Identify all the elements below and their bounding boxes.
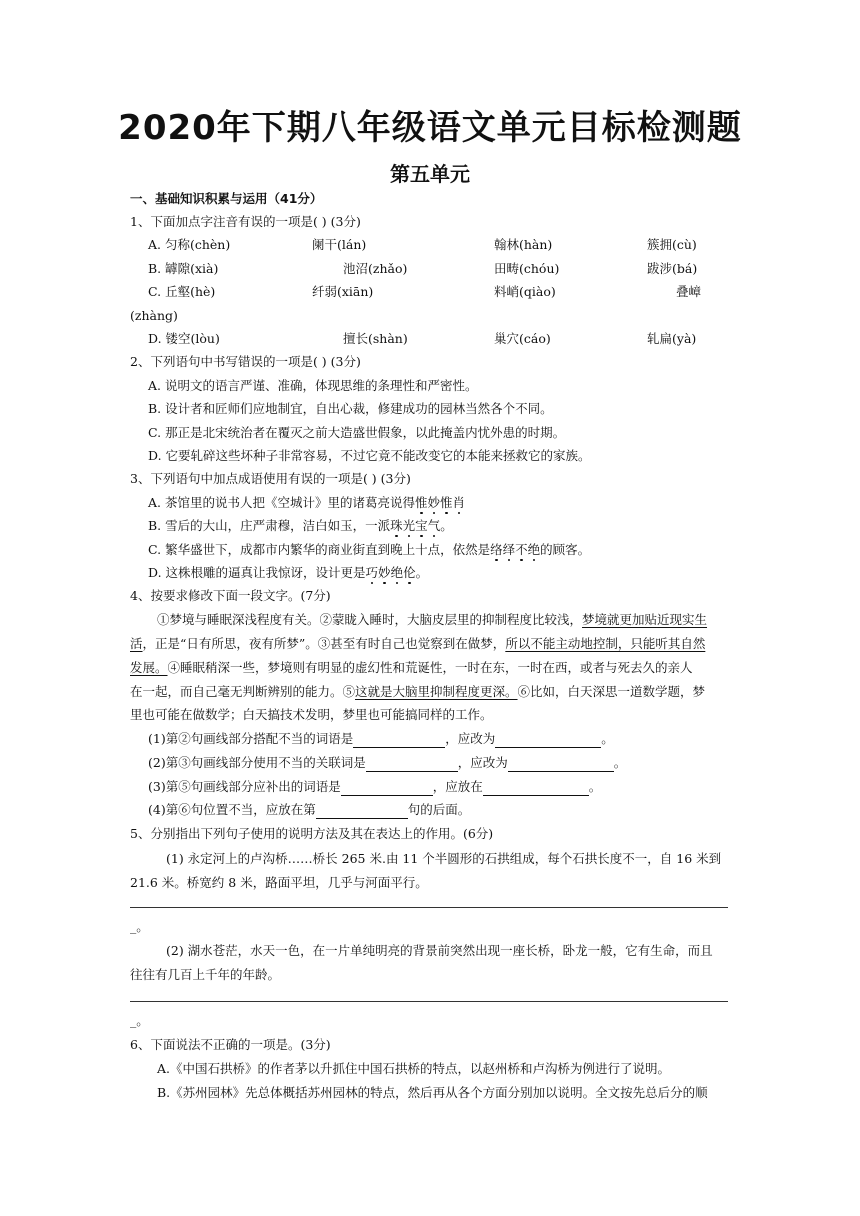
emphasis-char: 珠 — [390, 518, 403, 533]
section-heading: 一、基础知识积累与运用（41分） — [130, 191, 323, 206]
q1-option-c-1: C. 丘壑(hè) — [148, 284, 216, 299]
q3-option-b-text: B. 雪后的大山，庄严肃穆，洁白如玉，一派 — [148, 518, 391, 533]
q4-passage-line-4 — [130, 683, 705, 701]
q1-option-c-2: 纤弱(xiān) — [312, 284, 374, 299]
emphasis-char: 伦 — [403, 565, 416, 580]
q3-option-d-idiom — [366, 565, 416, 580]
q4-underlined-phrase: 活 — [130, 636, 143, 651]
question-3-stem: 3、下列语句中加点成语使用有误的一项是( ) (3分) — [130, 471, 411, 486]
emphasis-char: 宝 — [415, 518, 428, 533]
question-5-stem: 5、分别指出下列句子使用的说明方法及其在表达上的作用。(6分) — [130, 826, 494, 841]
q1-option-c-wrap: (zhàng) — [130, 308, 178, 323]
q4-sub-period: 。 — [588, 779, 602, 794]
q3-option-a — [148, 494, 465, 512]
q4-passage-line-1 — [157, 611, 707, 629]
q4-passage-line-2 — [130, 635, 705, 653]
q3-option-d-tail: 。 — [415, 565, 429, 580]
q1-option-c-4: 叠嶂 — [676, 284, 702, 299]
q1-option-d-4: 轧扁(yà) — [647, 331, 697, 346]
q4-sub-1-text: (1)第②句画线部分搭配不当的词语是 — [148, 731, 354, 746]
emphasis-char: 气 — [427, 518, 441, 533]
q3-option-c-tail: 的顾客。 — [540, 542, 591, 557]
answer-blank[interactable] — [341, 781, 433, 796]
q1-option-b-4: 跋涉(bá) — [647, 261, 698, 276]
answer-line[interactable] — [130, 907, 728, 908]
q5-text-2-line-2: 往往有几百上千年的年龄。 — [130, 967, 281, 982]
q4-underlined-phrase: 梦境就更加贴近现实生 — [582, 612, 708, 627]
answer-blank[interactable] — [483, 781, 589, 796]
answer-line[interactable] — [130, 1001, 728, 1002]
q4-sub-period: 。 — [601, 731, 614, 746]
question-1-stem: 1、下面加点字注音有误的一项是( ) (3分) — [130, 214, 361, 229]
q3-option-b-tail: 。 — [440, 518, 453, 533]
q4-passage-text: 在一起，而自己毫无判断辨别的能力。⑤ — [130, 684, 356, 699]
q4-passage-text: ④睡眠稍深一些，梦境则有明显的虚幻性和荒诞性，一时在东，一时在西，或者与死去久的亲人 — [167, 660, 693, 675]
q3-option-c-idiom — [490, 542, 540, 557]
q4-sub-4-text-2: 句的后面。 — [407, 802, 471, 817]
emphasis-char: 绎 — [502, 542, 516, 557]
q1-option-d-3: 巢穴(cáo) — [494, 331, 551, 346]
q5-answer-end: _。 — [130, 919, 149, 934]
q1-option-a-3: 翰林(hàn) — [494, 237, 553, 252]
q4-passage-text: ⑥比如，白天深思一道数学题，梦 — [517, 684, 706, 699]
q3-option-c — [148, 541, 590, 559]
q6-option-b: B.《苏州园林》先总体概括苏州园林的特点，然后再从各个方面分别加以说明。全文按先总后分的顺 — [157, 1085, 708, 1100]
emphasis-char: 络 — [490, 542, 503, 557]
q4-underlined-phrase: 发展。 — [130, 660, 168, 675]
emphasis-char: 巧 — [365, 565, 379, 580]
emphasis-char: 光 — [402, 518, 416, 533]
q4-sub-3-text: (3)第⑤句画线部分应补出的词语是 — [148, 779, 341, 794]
page-subtitle: 第五单元 — [390, 162, 470, 186]
q1-option-a-2: 阑干(lán) — [312, 237, 367, 252]
emphasis-char: 肖 — [452, 495, 466, 510]
emphasis-char: 绝 — [390, 565, 404, 580]
q5-text-1-line-1: (1) 永定河上的卢沟桥……桥长 265 米.由 11 个半圆形的石拱组成，每个石拱长度不一，自 16 米到 — [166, 851, 722, 866]
q1-option-a-1: A. 匀称(chèn) — [148, 237, 231, 252]
q2-option-d: D. 它要轧碎这些坏种子非常容易，不过它竟不能改变它的本能来拯救它的家族。 — [148, 448, 591, 463]
q6-option-a: A.《中国石拱桥》的作者茅以升抓住中国石拱桥的特点，以赵州桥和卢沟桥为例进行了说明。 — [157, 1061, 671, 1076]
q3-option-d-text: D. 这株根雕的逼真让我惊讶，设计更是 — [148, 565, 366, 580]
q4-underlined-phrase: 这就是大脑里抑制程度更深。 — [355, 684, 518, 699]
q4-sub-period: 。 — [613, 755, 627, 770]
q1-option-c-3: 料峭(qiào) — [494, 284, 556, 299]
answer-blank[interactable] — [316, 804, 408, 819]
emphasis-char: 绝 — [527, 542, 541, 557]
page-title: 2020年下期八年级语文单元目标检测题 — [118, 108, 742, 148]
q3-option-d — [148, 564, 428, 582]
q4-sub-3-text-2: ，应放在 — [432, 779, 483, 794]
q1-option-b-2: 池沼(zhǎo) — [343, 261, 408, 276]
q4-passage-text: ①梦境与睡眠深浅程度有关。②蒙眬入睡时，大脑皮层里的抑制程度比较浅， — [157, 612, 583, 627]
q3-option-a-text: A. 茶馆里的说书人把《空城计》里的诸葛亮说得 — [148, 495, 415, 510]
answer-blank[interactable] — [353, 733, 445, 748]
q3-option-b — [148, 517, 453, 535]
answer-blank[interactable] — [508, 757, 614, 772]
q5-answer-end: _。 — [130, 1013, 149, 1028]
q4-sub-2 — [148, 754, 626, 772]
question-4-stem: 4、按要求修改下面一段文字。(7分) — [130, 588, 331, 603]
q3-option-a-idiom — [415, 495, 465, 510]
q1-option-b-3: 田畴(chóu) — [494, 261, 560, 276]
question-2-stem: 2、下列语句中书写错误的一项是( ) (3分) — [130, 354, 361, 369]
q4-sub-2-text-2: ，应改为 — [457, 755, 508, 770]
emphasis-char: 不 — [515, 542, 528, 557]
q1-option-d-2: 擅长(shàn) — [343, 331, 408, 346]
q4-sub-1 — [148, 730, 614, 748]
q4-sub-3 — [148, 778, 601, 796]
q1-option-a-4: 簇拥(cù) — [647, 237, 697, 252]
q5-text-2-line-1: (2) 湖水苍茫，水天一色，在一片单纯明亮的背景前突然出现一座长桥，卧龙一般，它有生命，而且 — [166, 943, 713, 958]
q3-option-b-idiom — [390, 518, 440, 533]
q4-passage-line-5: 里也可能在做数学；白天搞技术发明，梦里也可能搞同样的工作。 — [130, 707, 493, 722]
q2-option-a: A. 说明文的语言严谨、准确，体现思维的条理性和严密性。 — [148, 378, 478, 393]
q4-passage-text: ，正是“日有所思，夜有所梦”。③甚至有时自己也觉察到在做梦， — [142, 636, 506, 651]
emphasis-char: 妙 — [427, 495, 441, 510]
q4-sub-1-text-2: ，应改为 — [445, 731, 496, 746]
emphasis-char: 妙 — [378, 565, 391, 580]
q2-option-c: C. 那正是北宋统治者在覆灭之前大造盛世假象，以此掩盖内忧外患的时期。 — [148, 425, 566, 440]
q5-text-1-line-2: 21.6 米。桥宽约 8 米，路面平坦，几乎与河面平行。 — [130, 875, 428, 890]
q2-option-b: B. 设计者和匠师们应地制宜，自出心裁，修建成功的园林当然各个不同。 — [148, 401, 553, 416]
q4-sub-2-text: (2)第③句画线部分使用不当的关联词是 — [148, 755, 366, 770]
q1-option-d-1: D. 镂空(lòu) — [148, 331, 220, 346]
answer-blank[interactable] — [366, 757, 458, 772]
emphasis-char: 惟 — [414, 495, 428, 510]
emphasis-char: 惟 — [440, 495, 453, 510]
q4-underlined-phrase: 所以不能主动地控制，只能听其自然 — [505, 636, 706, 651]
q4-passage-line-3 — [130, 659, 693, 677]
answer-blank[interactable] — [495, 733, 601, 748]
question-6-stem: 6、下面说法不正确的一项是。(3分) — [130, 1037, 331, 1052]
q4-sub-4 — [148, 801, 470, 819]
q4-sub-4-text: (4)第⑥句位置不当，应放在第 — [148, 802, 316, 817]
q1-option-b-1: B. 罅隙(xià) — [148, 261, 219, 276]
q3-option-c-text: C. 繁华盛世下，成都市内繁华的商业街直到晚上十点，依然是 — [148, 542, 491, 557]
